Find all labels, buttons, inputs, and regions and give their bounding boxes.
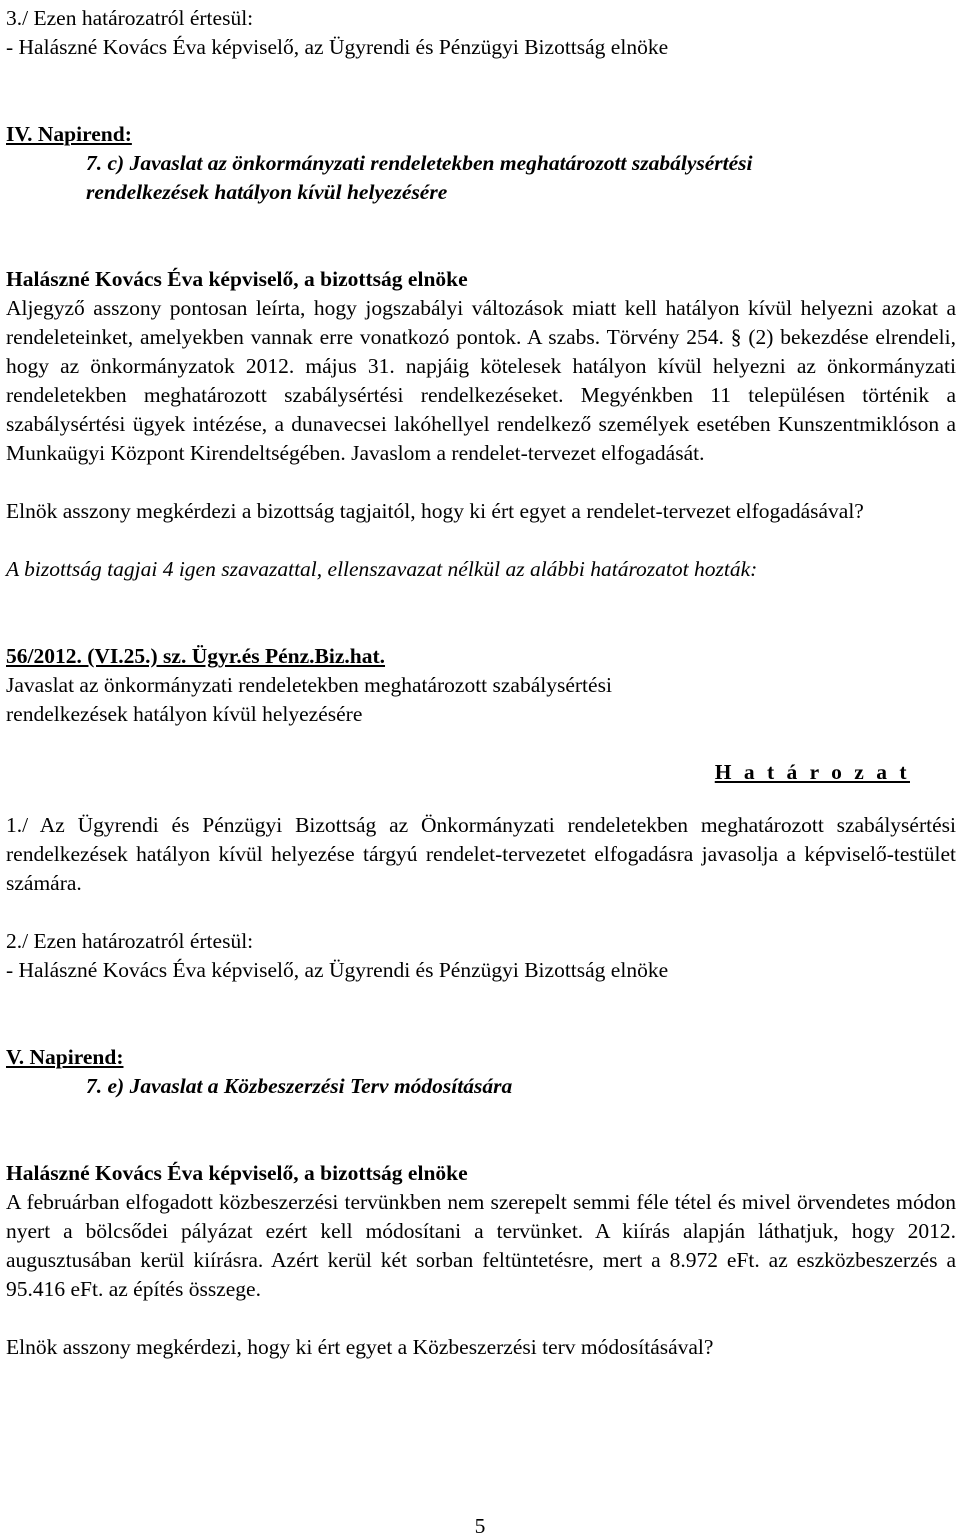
spacer [6,207,956,265]
agenda-v-item: 7. e) Javaslat a Közbeszerzési Terv módosítására [86,1074,513,1098]
spacer [6,62,956,120]
resolution-title-line2: rendelkezések hatályon kívül helyezésére [6,702,363,726]
agenda-iv-heading: IV. Napirend: [6,122,132,146]
resolution-point-1: 1./ Az Ügyrendi és Pénzügyi Bizottság az Önkormányzati rendeletekben meghatározott szabálysértési rendelkezések hatályon kívül helyezése tárgyú rendelet-tervezetet elfogadásra javasolja a képviselő-testület számára. [6,813,956,895]
agenda-v-speech: A februárban elfogadott közbeszerzési tervünkben nem szerepelt semmi féle tétel és mivel örvendetes módon nyert a bölcsődei pályázat ezért kell módosítani a tervünket. A kiírás alapján láthatjuk, hogy 2012. augusztusában kerül kiírásra. Azért kerül két sorban feltüntetésre, mert a 8.972 eFt. az eszközbeszerzés a 95.416 eFt. az építés összege. [6,1190,956,1301]
agenda-iv-speaker: Halászné Kovács Éva képviselő, a bizottság elnöke [6,267,468,291]
spacer [6,985,956,1043]
hatarozat-heading: H a t á r o z a t [714,760,910,784]
spacer [6,526,956,555]
resolution-title-line1: Javaslat az önkormányzati rendeletekben meghatározott szabálysértési [6,673,612,697]
spacer [6,787,956,811]
spacer [6,1304,956,1333]
spacer [6,584,956,642]
notify-3-line2: - Halászné Kovács Éva képviselő, az Ügyrendi és Pénzügyi Bizottság elnöke [6,35,669,59]
agenda-iv-vote: A bizottság tagjai 4 igen szavazattal, ellenszavazat nélkül az alábbi határozatot hozták: [6,557,758,581]
agenda-v-question: Elnök asszony megkérdezi, hogy ki ért egyet a Közbeszerzési terv módosításával? [6,1335,714,1359]
spacer [6,729,956,758]
notify-3-line1: 3./ Ezen határozatról értesül: [6,6,254,30]
agenda-iv-question: Elnök asszony megkérdezi a bizottság tagjaitól, hogy ki ért egyet a rendelet-tervezet elfogadásával? [6,499,864,523]
page-number: 5 [474,1514,486,1538]
spacer [6,1101,956,1159]
resolution-id: 56/2012. (VI.25.) sz. Ügyr.és Pénz.Biz.hat. [6,644,386,668]
document-page [6,4,956,1362]
spacer [6,468,956,497]
spacer [6,898,956,927]
resolution-point-2-line2: - Halászné Kovács Éva képviselő, az Ügyrendi és Pénzügyi Bizottság elnöke [6,958,669,982]
agenda-v-heading: V. Napirend: [6,1045,124,1069]
agenda-iv-speech: Aljegyző asszony pontosan leírta, hogy jogszabályi változások miatt kell hatályon kívül helyezni azokat a rendeleteinket, amelyekben vannak erre vonatkozó pontok. A szabs. Törvény 254. § (2) bekezdése elrendeli, hogy az önkormányzatok 2012. május 31. napjáig kötelesek hatályon kívül helyezni az önkormányzati rendeletekben meghatározott szabálysértési rendelkezéseket. Megyénkben 11 településen történik a szabálysértési ügyek intézése, a dunavecsei lakóhellyel rendelkező személyek esetében Kunszentmiklóson a Munkaügyi Központ Kirendeltségében. Javaslom a rendelet-tervezet elfogadását. [6,296,956,465]
resolution-point-2-line1: 2./ Ezen határozatról értesül: [6,929,254,953]
agenda-iv-item-line2: rendelkezések hatályon kívül helyezésére [86,180,448,204]
agenda-v-speaker: Halászné Kovács Éva képviselő, a bizottság elnöke [6,1161,468,1185]
agenda-iv-item-line1: 7. c) Javaslat az önkormányzati rendeletekben meghatározott szabálysértési [86,151,753,175]
